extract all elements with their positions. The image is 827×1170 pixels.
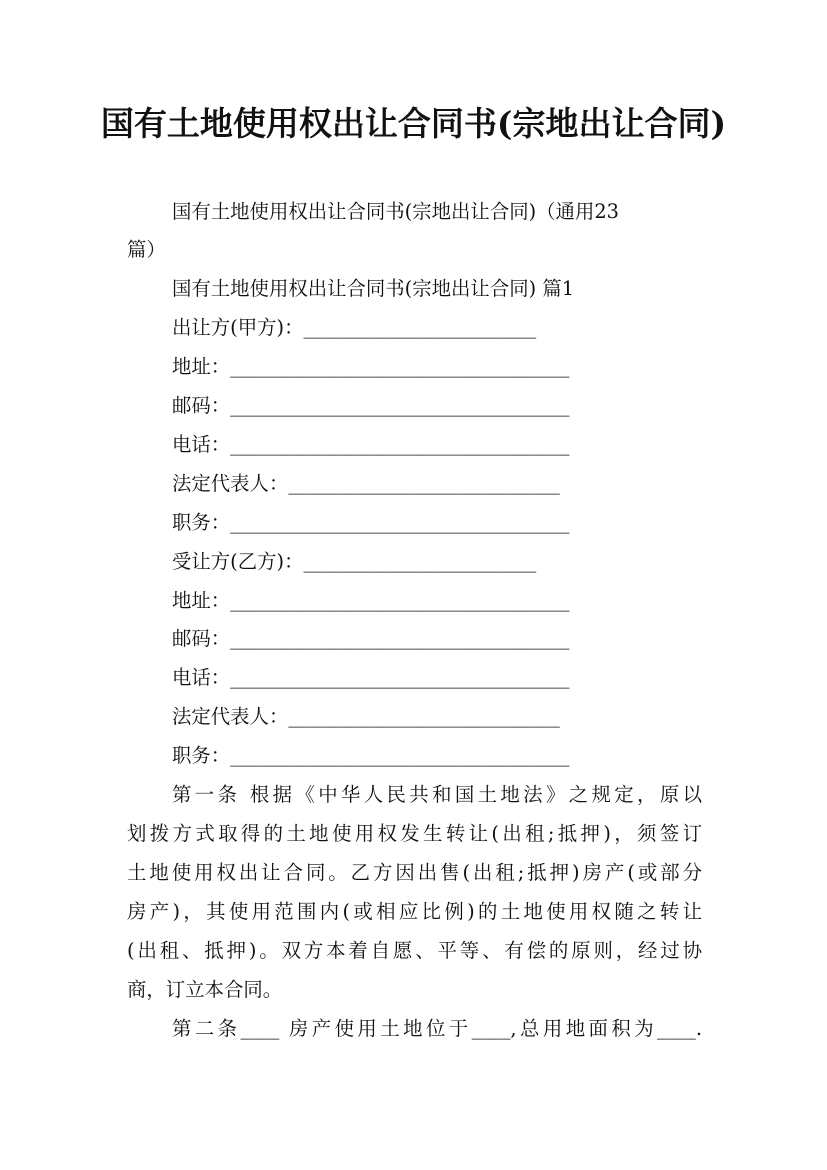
article-1-line: 第一条 根据《中华人民共和国土地法》之规定，原以 <box>172 783 702 806</box>
paragraph-line: 国有土地使用权出让合同书(宗地出让合同)（通用23 <box>172 200 620 223</box>
article-1-line: 商，订立本合同。 <box>127 978 283 1001</box>
field-phone: 电话：___________________________________ <box>172 666 570 689</box>
article-2-line: 第二条____ 房产使用土地位于____,总用地面积为____. <box>172 1017 702 1040</box>
field-grantee: 受让方(乙方)：________________________ <box>172 550 537 573</box>
article-1-line: 划拨方式取得的土地使用权发生转让(出租;抵押)，须签订 <box>127 822 702 845</box>
field-postcode: 邮码：___________________________________ <box>172 394 570 417</box>
document-title: 国有土地使用权出让合同书(宗地出让合同) <box>100 104 727 143</box>
article-1-line: (出租、抵押)。双方本着自愿、平等、有偿的原则，经过协 <box>127 939 702 962</box>
section-heading: 国有土地使用权出让合同书(宗地出让合同) 篇1 <box>172 277 575 300</box>
article-1-line: 房产)，其使用范围内(或相应比例)的土地使用权随之转让 <box>127 900 702 923</box>
paragraph-line: 篇） <box>127 238 166 261</box>
article-1-line: 土地使用权出让合同。乙方因出售(出租;抵押)房产(或部分 <box>127 861 702 884</box>
field-position: 职务：___________________________________ <box>172 744 570 767</box>
field-phone: 电话：___________________________________ <box>172 433 570 456</box>
field-legal-representative: 法定代表人：____________________________ <box>172 472 560 495</box>
field-address: 地址：___________________________________ <box>172 355 570 378</box>
field-address: 地址：___________________________________ <box>172 589 570 612</box>
field-position: 职务：___________________________________ <box>172 511 570 534</box>
field-grantor: 出让方(甲方)：________________________ <box>172 316 537 339</box>
field-legal-representative: 法定代表人：____________________________ <box>172 705 560 728</box>
field-postcode: 邮码：___________________________________ <box>172 627 570 650</box>
